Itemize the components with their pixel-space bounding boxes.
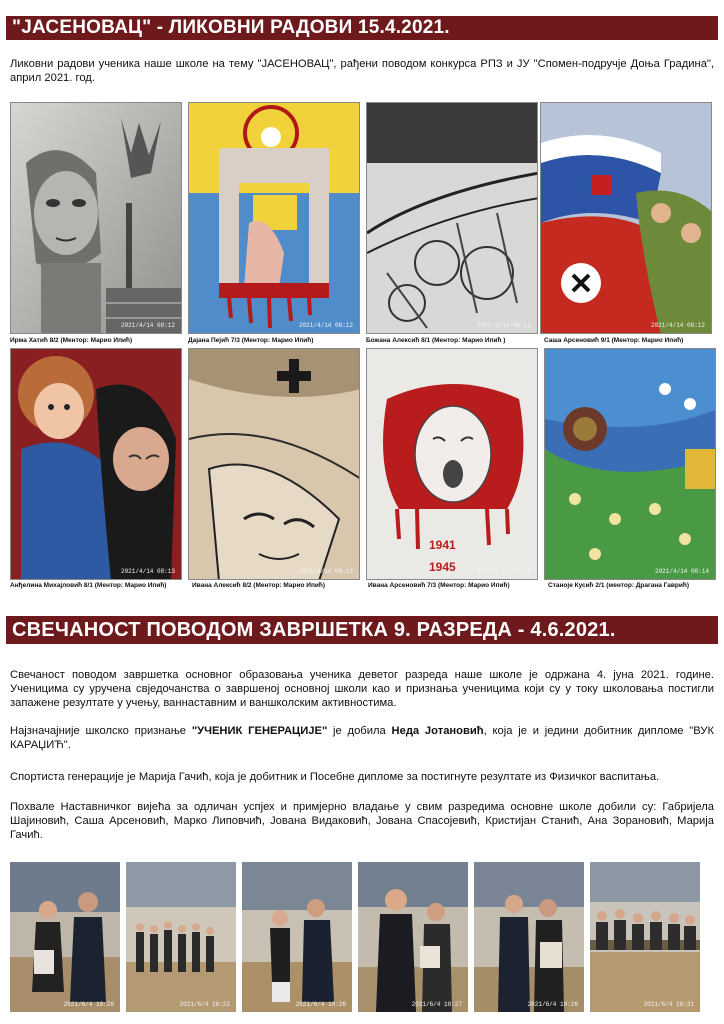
artwork-4-timestamp: 2021/4/14 08:12 — [650, 322, 705, 329]
photo-3-timestamp: 2021/6/4 10:26 — [295, 1001, 346, 1008]
photo-2-timestamp: 2021/6/4 10:22 — [179, 1001, 230, 1008]
artwork-7-timestamp: 2021/4/14 08:13 — [476, 568, 531, 575]
photo-6-timestamp: 2021/6/4 10:31 — [643, 1001, 694, 1008]
p2-text-before: Најзначајније школско признање — [10, 725, 192, 737]
p2-text-after: , која је и једини добитник дипломе "ВУК КАРАЏИЋ". — [10, 725, 714, 751]
photo-5-award-boy — [474, 862, 584, 1012]
artwork-2-caption: Дајана Пејић 7/3 (Ментор: Марио Ипић) — [188, 337, 314, 344]
artwork-8-caption: Станоје Кусић 2/1 (ментор: Драгана Гаврић) — [548, 582, 689, 589]
artwork-2-wall-hand — [188, 102, 360, 334]
photo-6-seated-students — [590, 862, 700, 1012]
photo-4-timestamp: 2021/6/4 10:27 — [411, 1001, 462, 1008]
section-2-paragraph-4: Похвале Наставничког вијећа за одличан успјех и примјерно владање у свим разредима основне школе добили су: Габријела Шајиновић, Саша Арсеновић, Марко Липовчић, Јована Видаковић, Јована Спасојевић, Кристијан Станић, Ана Зорановић, Марија Гачић. — [10, 801, 714, 841]
section-2-title: СВЕЧАНОСТ ПОВОДОМ ЗАВРШЕТКА 9. РАЗРЕДА - 4.6.2021. — [6, 616, 718, 644]
artwork-5-timestamp: 2021/4/14 08:13 — [120, 568, 175, 575]
artwork-7-year-1945: 1945 — [429, 560, 456, 574]
artwork-5-caption: Анђелина Михајловић 8/1 (Ментор: Марио Ипић) — [10, 582, 167, 589]
artwork-8-colorful-scene — [544, 348, 716, 580]
artwork-6-caption: Ивана Алексић 8/2 (Ментор: Марио Ипић) — [192, 582, 326, 589]
artwork-3-caption: Божана Алексић 8/1 (Ментор: Марио Ипић ) — [366, 337, 506, 344]
section-2-paragraph-1: Свечаност поводом завршетка основног образовања ученика деветог разреда наше школе је одржана 4. јуна 2021. године. Ученицима су уручена свједочанства о завршеној основној школи као и признања ученицима који су у току школовања постигли запажене резултате у учењу, ваннаставним и ваншколским активностима. — [10, 669, 714, 709]
artwork-1-timestamp: 2021/4/14 08:12 — [120, 322, 175, 329]
photo-1-award-ceremony — [10, 862, 120, 1012]
artwork-2-timestamp: 2021/4/14 08:12 — [298, 322, 353, 329]
artwork-6-timestamp: 2021/4/14 08:13 — [298, 568, 353, 575]
p2-text-mid: је добила — [327, 725, 392, 737]
section-2-paragraph-3: Спортиста генерације је Марија Гачић, која је добитник и Посебне дипломе за постигнуте резултате из Физичког васпитања. — [10, 771, 660, 783]
section-1-title: "ЈАСЕНОВАЦ" - ЛИКОВНИ РАДОВИ 15.4.2021. — [6, 16, 718, 40]
artwork-7-screaming-face — [366, 348, 538, 580]
artwork-6-sepia-face — [188, 348, 360, 580]
photo-5-timestamp: 2021/6/4 10:26 — [527, 1001, 578, 1008]
artwork-3-timestamp: 2021/4/14 08:12 — [476, 322, 531, 329]
section-1-intro: Ликовни радови ученика наше школе на тему "ЈАСЕНОВАЦ", рађени поводом конкурса РПЗ и ЈУ "Спомен-подручје Доња Градина", април 2021. год. — [10, 58, 714, 84]
artwork-4-caption: Саша Арсеновић 9/1 (Ментор: Марио Ипић) — [544, 337, 684, 344]
photo-4-diploma-student — [358, 862, 468, 1012]
photo-3-handshake — [242, 862, 352, 1012]
p2-award: "УЧЕНИК ГЕНЕРАЦИЈЕ" — [191, 725, 328, 737]
photo-2-students-group — [126, 862, 236, 1012]
artwork-3-barbed-wire — [366, 102, 538, 334]
artwork-1-pencil-portrait — [10, 102, 182, 334]
section-2-paragraph-2 — [10, 724, 714, 752]
artwork-7-year-1941: 1941 — [429, 538, 456, 552]
artwork-7-caption: Ивана Арсеновић 7/3 (Ментор: Марио Ипић) — [368, 582, 510, 589]
artwork-8-timestamp: 2021/4/14 08:14 — [654, 568, 709, 575]
photo-1-timestamp: 2021/6/4 10:26 — [63, 1001, 114, 1008]
artwork-5-mother-child — [10, 348, 182, 580]
p2-name: Неда Јотановић — [391, 725, 484, 737]
artwork-1-caption: Ирма Хатић 8/2 (Ментор: Марио Ипић) — [10, 337, 133, 344]
artwork-4-flags-soldiers — [540, 102, 712, 334]
